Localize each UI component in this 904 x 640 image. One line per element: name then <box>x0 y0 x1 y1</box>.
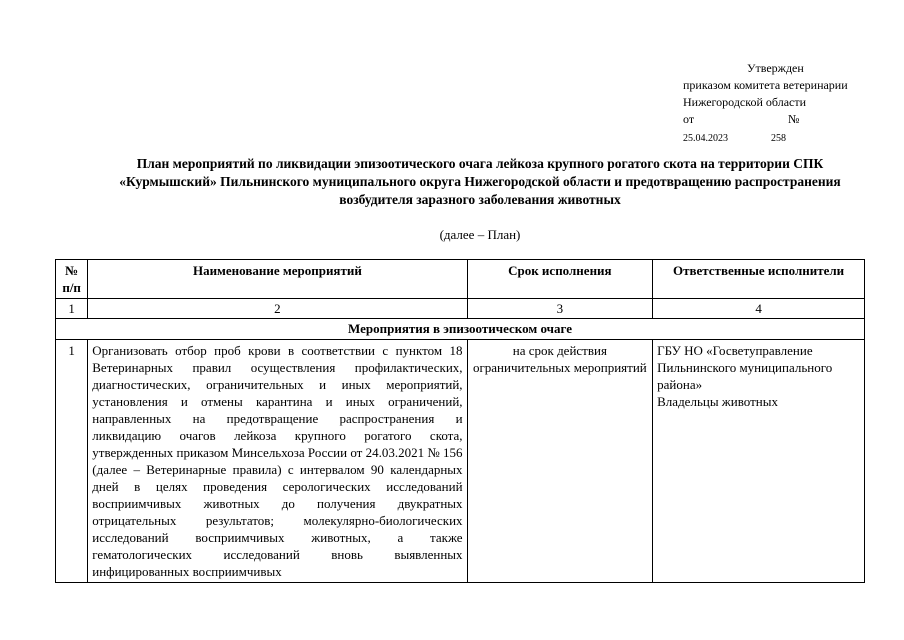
approval-values <box>683 132 883 146</box>
row-executor: ГБУ НО «Госветуправление Пильнинского муниципального района» <box>657 343 833 392</box>
column-number-row <box>56 299 865 319</box>
column-number: 3 <box>467 299 653 319</box>
section-row <box>56 319 865 340</box>
column-number: 2 <box>88 299 467 319</box>
header-activities: Наименование мероприятий <box>88 260 467 299</box>
header-term: Срок исполнения <box>467 260 653 299</box>
table-header-row <box>56 260 865 299</box>
column-number: 1 <box>56 299 88 319</box>
row-executor: Владельцы животных <box>657 394 778 409</box>
plan-table <box>55 259 865 583</box>
row-executors <box>653 340 865 583</box>
approval-number-label: № <box>788 112 800 126</box>
approval-order-line: приказом комитета ветеринарии <box>683 78 848 92</box>
table-row <box>56 340 865 583</box>
header-executors: Ответственные исполнители <box>653 260 865 299</box>
document-title: План мероприятий по ликвидации эпизоотического очага лейкоза крупного рогатого скота на территории СПК «Курмышский» Пильнинского муниципального округа Нижегородской области и предотвращению распространения возбудителя заразного заболевания животных <box>119 156 841 207</box>
row-number: 1 <box>56 340 88 583</box>
approval-region-line: Нижегородской области <box>683 95 807 109</box>
approval-block <box>683 60 883 146</box>
section-title: Мероприятия в эпизоотическом очаге <box>56 319 865 340</box>
row-term: на срок действия ограничительных мероприятий <box>467 340 653 583</box>
approval-date: 25.04.2023 <box>683 133 728 144</box>
approval-title: Утвержден <box>747 61 804 75</box>
document-subtitle: (далее – План) <box>439 227 521 242</box>
column-number: 4 <box>653 299 865 319</box>
header-num: № п/п <box>56 260 88 299</box>
row-activity-text: Организовать отбор проб крови в соответствии с пунктом 18 Ветеринарных правил осуществления профилактических, диагностических, ограничительных и иных мероприятий, установления и отмены карантина и иных ограничений, направленных на предотвращение распространения и ликвидацию очагов лейкоза крупного рогатого скота, утвержденных приказом Минсельхоза России от 24.03.2021 № 156 (далее – Ветеринарные правила) с интервалом 90 календарных дней в целях проведения серологических исследований восприимчивых животных до получения двукратных отрицательных результатов; молекулярно-биологических исследований восприимчивых животных, а также гематологических исследований вновь выявленных инфицированных восприимчивых <box>88 340 467 583</box>
approval-from-label: от <box>683 112 695 126</box>
approval-labels <box>683 111 883 128</box>
approval-number: 258 <box>771 133 786 144</box>
